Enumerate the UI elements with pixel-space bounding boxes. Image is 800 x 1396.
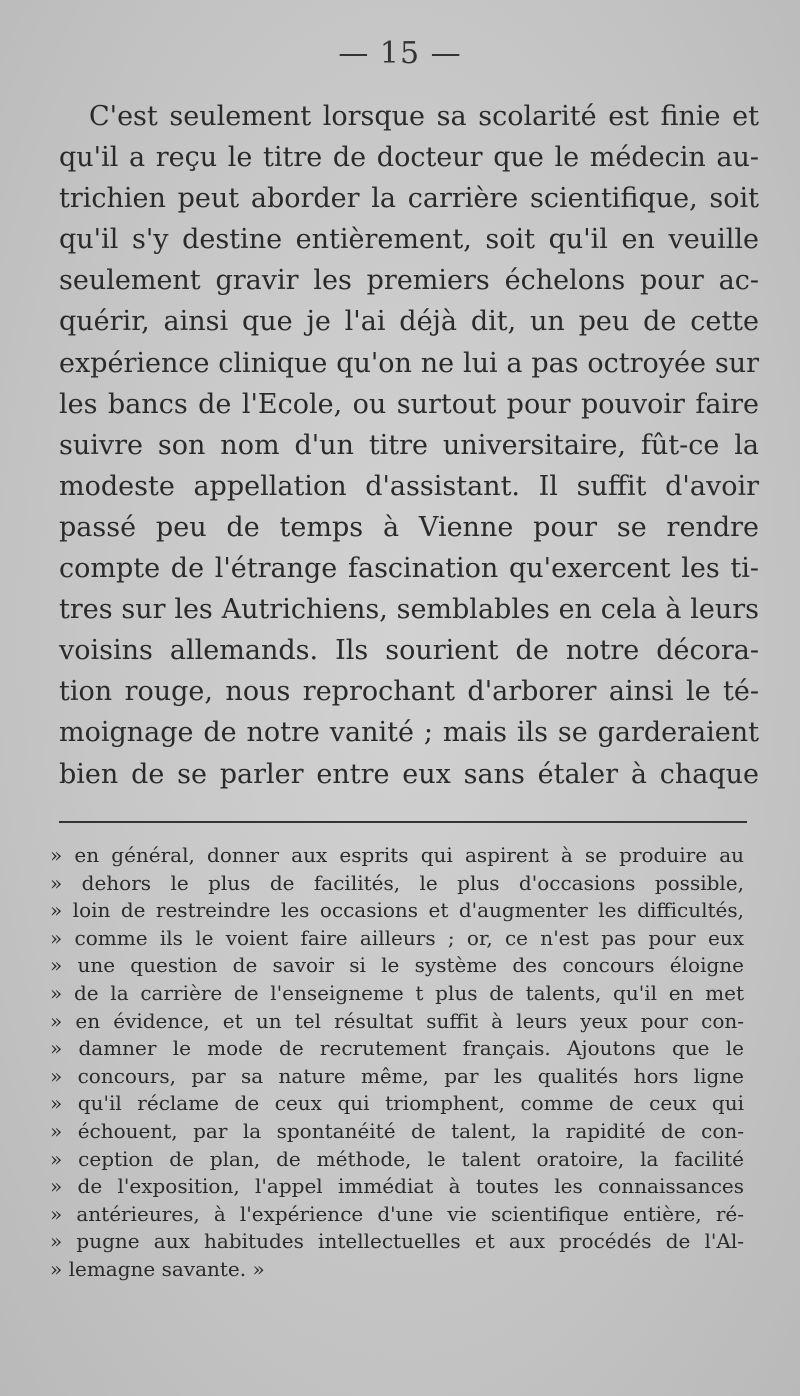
footnote-line: » loin de restreindre les occasions et d'augmenter les difficultés, xyxy=(50,898,744,923)
footnote-line: » de la carrière de l'enseigneme t plus de talents, qu'il en met xyxy=(50,980,744,1005)
body-line: les bancs de l'Ecole, ou surtout pour pouvoir faire xyxy=(59,388,759,420)
footnote-line: » de l'exposition, l'appel immédiat à toutes les connaissances xyxy=(50,1174,744,1199)
body-line: seulement gravir les premiers échelons pour ac- xyxy=(59,265,759,297)
footnote-line: » damner le mode de recrutement français. Ajoutons que le xyxy=(50,1036,744,1061)
body-line: trichien peut aborder la carrière scientifique, soit xyxy=(59,183,759,215)
footnote-line: » en évidence, et un tel résultat suffit à leurs yeux pour con- xyxy=(50,1008,744,1033)
body-line: qu'il a reçu le titre de docteur que le médecin au- xyxy=(59,142,759,174)
footnote-text xyxy=(50,842,744,1284)
footnote-line: » une question de savoir si le système des concours éloigne xyxy=(50,953,744,978)
page-number: — 15 — xyxy=(338,36,462,71)
body-line: tres sur les Autrichiens, semblables en cela à leurs xyxy=(59,594,759,626)
body-line: voisins allemands. Ils sourient de notre décora- xyxy=(59,635,759,667)
footnote-line: » dehors le plus de facilités, le plus d'occasions possible, xyxy=(50,870,744,895)
footnote-line: » comme ils le voient faire ailleurs ; or, ce n'est pas pour eux xyxy=(50,925,744,950)
footnote-divider xyxy=(59,821,747,823)
body-line: C'est seulement lorsque sa scolarité est finie et xyxy=(89,101,759,132)
footnote-line: » concours, par sa nature même, par les qualités hors ligne xyxy=(50,1063,744,1088)
body-line: suivre son nom d'un titre universitaire, fût-ce la xyxy=(59,429,759,461)
body-line: qu'il s'y destine entièrement, soit qu'il en veuille xyxy=(59,224,759,256)
footnote-line: » qu'il réclame de ceux qui triomphent, comme de ceux qui xyxy=(50,1091,744,1116)
body-line: tion rouge, nous reprochant d'arborer ainsi le té- xyxy=(59,676,759,708)
body-line: moignage de notre vanité ; mais ils se garderaient xyxy=(59,717,759,749)
footnote-line: » lemagne savante. » xyxy=(50,1256,265,1281)
footnote-line: » antérieures, à l'expérience d'une vie scientifique entière, ré- xyxy=(50,1201,744,1226)
body-line: passé peu de temps à Vienne pour se rendre xyxy=(59,511,759,543)
footnote-line: » en général, donner aux esprits qui aspirent à se produire au xyxy=(50,843,744,867)
body-text xyxy=(59,96,759,795)
body-line: bien de se parler entre eux sans étaler à chaque xyxy=(59,758,759,790)
footnote-line: » échouent, par la spontanéité de talent, la rapidité de con- xyxy=(50,1118,744,1143)
body-line: compte de l'étrange fascination qu'exercent les ti- xyxy=(59,553,759,585)
footnote-line: » pugne aux habitudes intellectuelles et aux procédés de l'Al- xyxy=(50,1229,744,1254)
body-line: expérience clinique qu'on ne lui a pas octroyée sur xyxy=(59,347,759,379)
body-line: quérir, ainsi que je l'ai déjà dit, un peu de cette xyxy=(59,306,759,338)
body-line: modeste appellation d'assistant. Il suffit d'avoir xyxy=(59,470,759,502)
footnote-line: » ception de plan, de méthode, le talent oratoire, la facilité xyxy=(50,1146,744,1171)
